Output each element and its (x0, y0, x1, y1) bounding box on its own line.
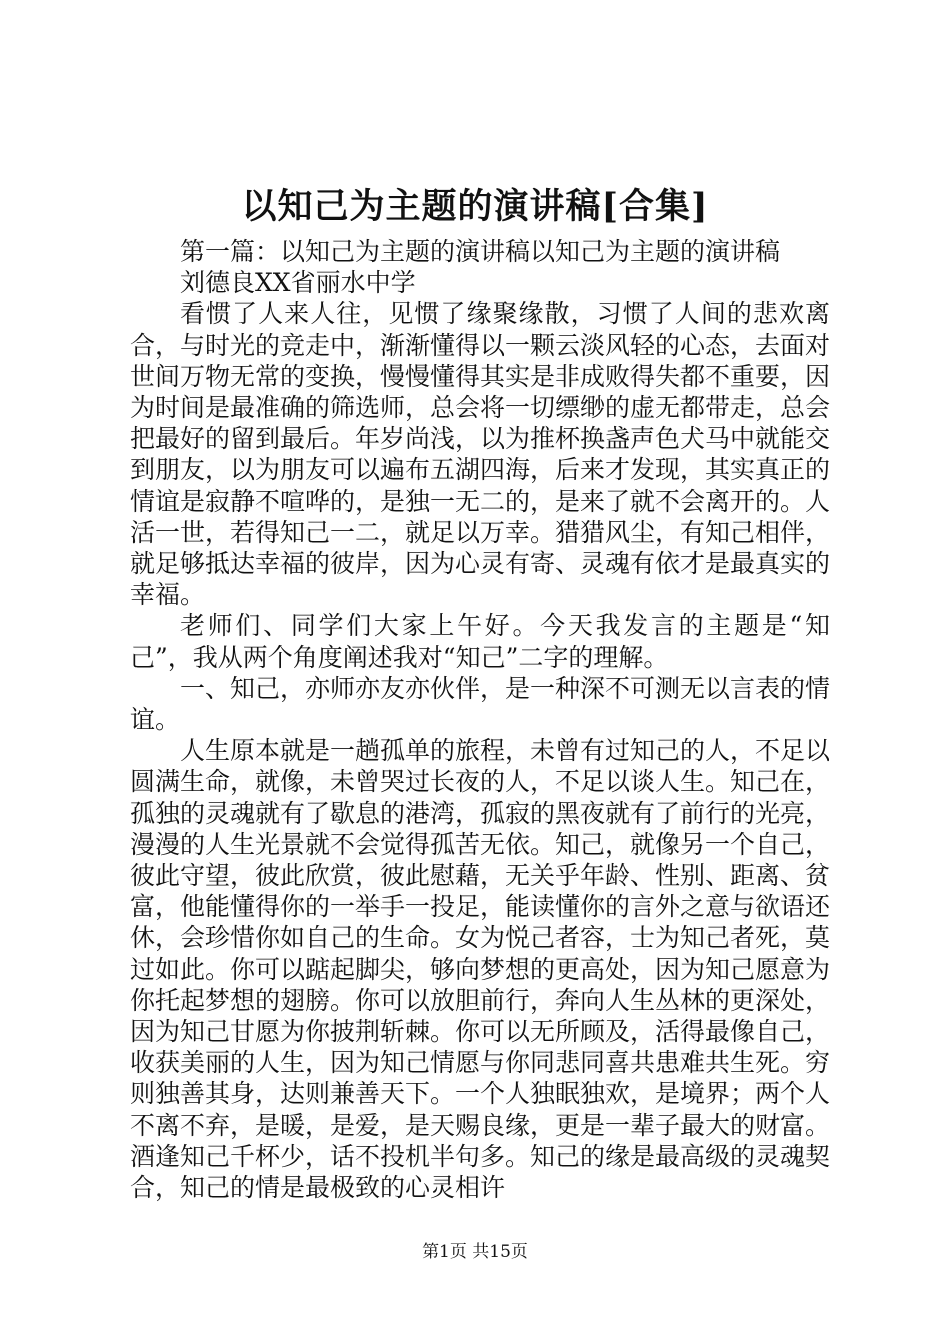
paragraph-intro: 看惯了人来人往，见惯了缘聚缘散，习惯了人间的悲欢离合，与时光的竞走中，渐渐懂得以一颗云淡风轻的心态，去面对世间万物无常的变换，慢慢懂得其实是非成败得失都不重要，因为时间是最准确的筛选师，总会将一切缥缈的虚无都带走，总会把最好的留到最后。年岁尚浅，以为推杯换盏声色犬马中就能交到朋友，以为朋友可以遍布五湖四海，后来才发现，其实真正的情谊是寂静不喧哗的，是独一无二的，是来了就不会离开的。人活一世，若得知己一二，就足以万幸。猎猎风尘，有知己相伴，就足够抵达幸福的彼岸，因为心灵有寄、灵魂有依才是最真实的幸福。 (130, 299, 831, 610)
paragraph-heading: 第一篇：以知己为主题的演讲稿以知己为主题的演讲稿 (180, 237, 781, 266)
paragraph-section-one: 一、知己，亦师亦友亦伙伴，是一种深不可测无以言表的情谊。 (130, 673, 831, 735)
document-title: 以知己为主题的演讲稿[合集] (241, 186, 709, 227)
paragraph-greeting: 老师们、同学们大家上午好。今天我发言的主题是“知己”，我从两个角度阐述我对“知己”二字的理解。 (130, 611, 830, 672)
document-body (130, 236, 830, 1203)
page-footer: 第1页 共15页 (422, 1242, 528, 1262)
paragraph-main: 人生原本就是一趟孤单的旅程，未曾有过知己的人，不足以圆满生命，就像，未曾哭过长夜的人，不足以谈人生。知己在，孤独的灵魂就有了歇息的港湾，孤寂的黑夜就有了前行的光亮，漫漫的人生光景就不会觉得孤苦无依。知己，就像另一个自己，彼此守望，彼此欣赏，彼此慰藉，无关乎年龄、性别、距离、贫富，他能懂得你的一举手一投足，能读懂你的言外之意与欲语还休，会珍惜你如自己的生命。女为悦己者容，士为知己者死，莫过如此。你可以踮起脚尖，够向梦想的更高处，因为知己愿意为你托起梦想的翅膀。你可以放胆前行，奔向人生丛林的更深处，因为知己甘愿为你披荆斩棘。你可以无所顾及，活得最像自己，收获美丽的人生，因为知己情愿与你同悲同喜共患难共生死。穷则独善其身，达则兼善天下。一个人独眠独欢，是境界；两个人不离不弃，是暖，是爱，是天赐良缘，更是一辈子最大的财富。酒逢知己千杯少，话不投机半句多。知己的缘是最高级的灵魂契合，知己的情是最极致的心灵相许 (130, 736, 831, 1203)
paragraph-author: 刘德良XX省丽水中学 (180, 268, 416, 298)
